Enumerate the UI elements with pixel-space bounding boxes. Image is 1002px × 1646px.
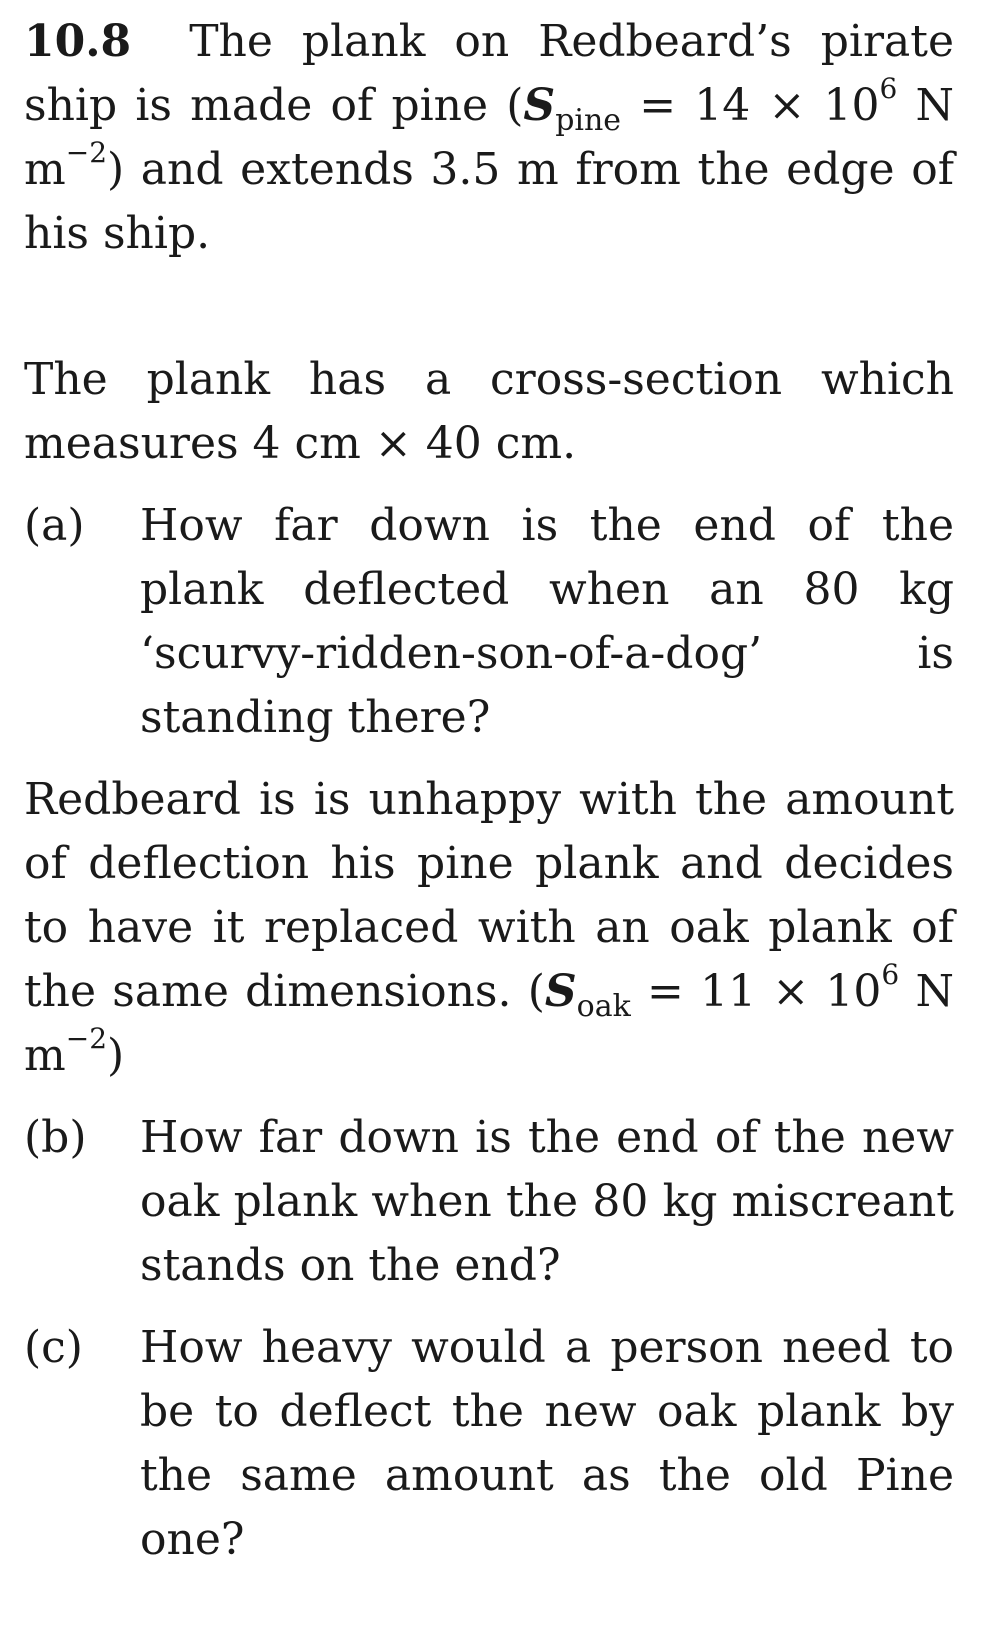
oak-subscript: oak (576, 989, 631, 1024)
spacer (24, 750, 954, 768)
oak-value: = 11 × 10 (630, 966, 882, 1017)
spacer (24, 1298, 954, 1316)
spacer (24, 266, 954, 348)
question-a (24, 494, 954, 750)
spacer (24, 476, 954, 494)
question-c-text: How heavy would a person need to be to deflect the new oak plank by the same amount as the old Pine one? (140, 1322, 954, 1565)
pine-exponent: 6 (879, 72, 898, 105)
oak-open-paren: ( (527, 966, 545, 1017)
question-c (24, 1316, 954, 1572)
cross-section-text: The plank has a cross-section which measures 4 cm × 40 cm. (24, 354, 954, 469)
question-b (24, 1106, 954, 1298)
oak-unit: N m (24, 966, 954, 1081)
intro-text-end: ) and extends 3.5 m from the edge of his ship. (24, 144, 954, 259)
question-c-label: (c) (24, 1322, 83, 1373)
question-a-label: (a) (24, 500, 85, 551)
question-a-text: How far down is the end of the plank deflected when an 80 kg ‘scurvy-ridden-son-of-a-dog’ is standing there? (140, 500, 954, 743)
problem-number: 10.8 (24, 16, 132, 67)
problem-intro (24, 10, 954, 266)
question-b-label: (b) (24, 1112, 87, 1163)
oak-symbol: S (544, 966, 577, 1017)
problem-page (24, 10, 954, 1572)
pine-symbol: S (523, 80, 556, 131)
oak-paragraph (24, 768, 954, 1088)
oak-unit-exponent: −2 (65, 1022, 108, 1055)
spacer (24, 1088, 954, 1106)
oak-exponent: 6 (881, 958, 900, 991)
pine-unit: N m (24, 80, 954, 195)
pine-subscript: pine (555, 103, 622, 138)
question-b-text: How far down is the end of the new oak plank when the 80 kg miscreant stands on the end? (140, 1112, 954, 1291)
oak-close-paren: ) (107, 1030, 125, 1081)
intro-text-start: The plank on Redbeard’s pirate ship is made of pine ( (24, 16, 954, 131)
oak-text: Redbeard is is unhappy with the amount of deflection his pine plank and decides to have it replaced with an oak plank of the same dimensions. (24, 774, 954, 1017)
pine-value: = 14 × 10 (621, 80, 880, 131)
pine-unit-exponent: −2 (65, 136, 108, 169)
